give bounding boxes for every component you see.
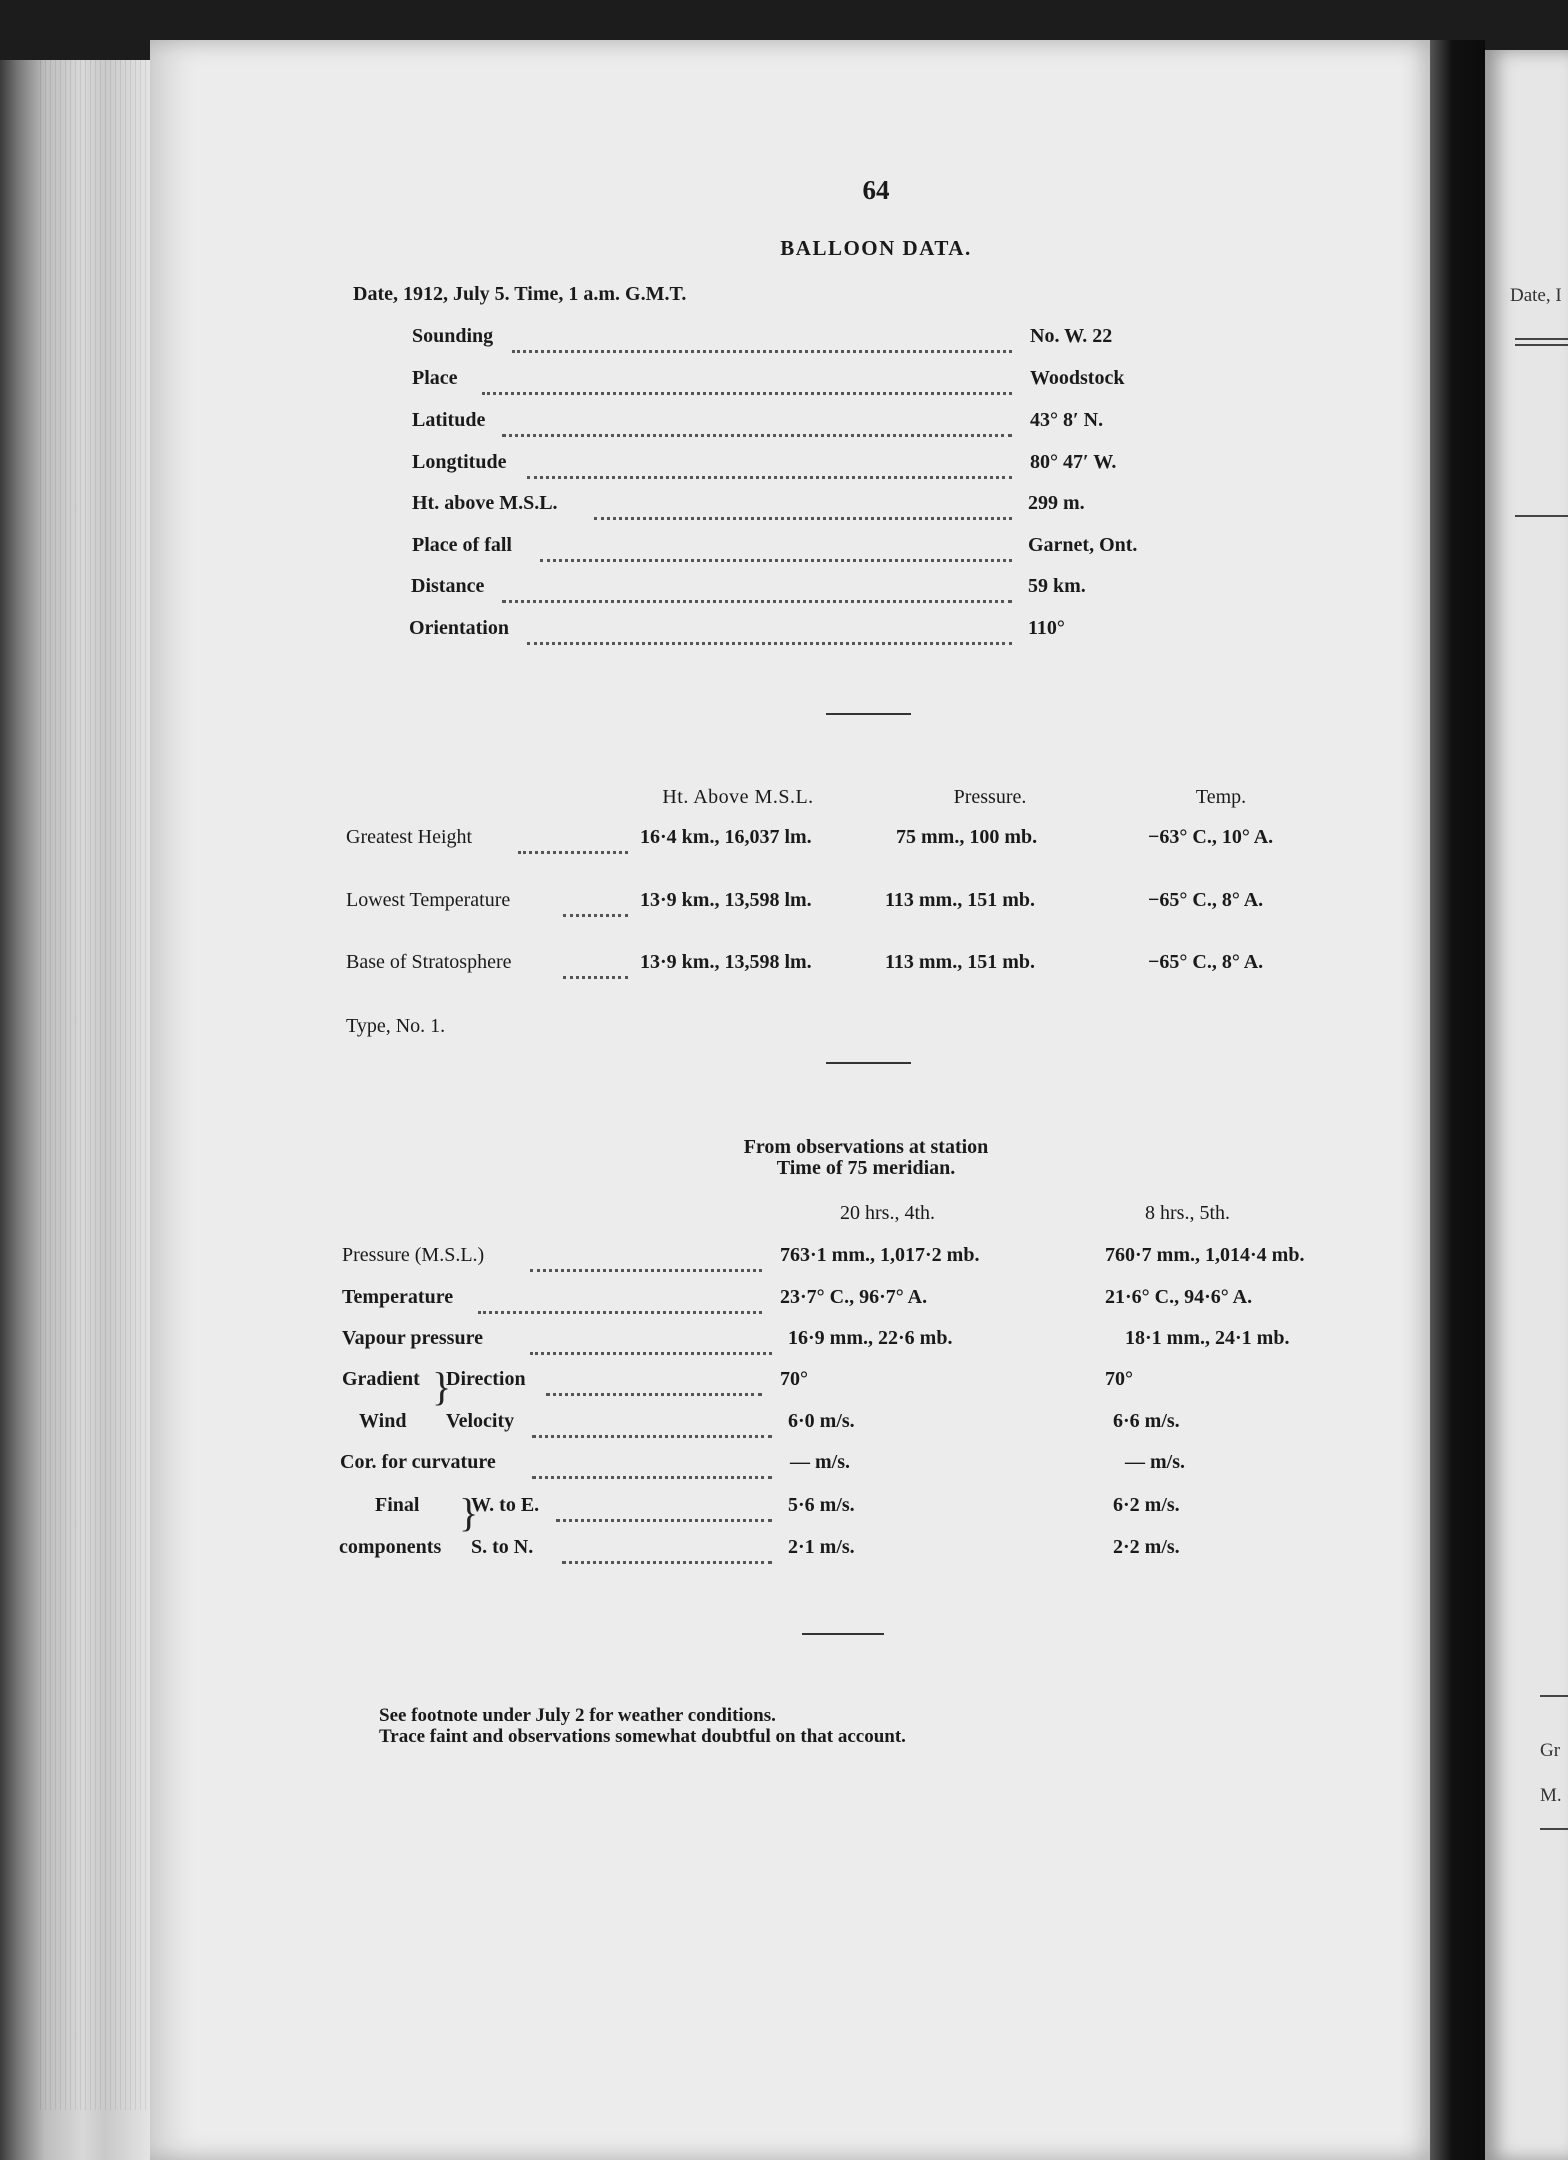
info-value-height: 299 m. (1028, 492, 1085, 514)
extremes-row-pressure: 113 mm., 151 mb. (885, 889, 1035, 911)
station-label-w-to-e: W. to E. (471, 1494, 540, 1516)
station-gradient-label: Gradient (342, 1368, 420, 1390)
extremes-row-temp: −65° C., 8° A. (1148, 889, 1264, 911)
station-pressure-v2: 760·7 mm., 1,014·4 mb. (1105, 1244, 1305, 1266)
leader-dots (540, 539, 1012, 562)
station-w-to-e-v2: 6·2 m/s. (1113, 1494, 1180, 1516)
station-curvature-v2: — m/s. (1125, 1451, 1185, 1473)
leader-dots (518, 831, 628, 854)
info-value-longtitude: 80° 47′ W. (1030, 451, 1117, 473)
info-label-place: Place (412, 367, 458, 389)
station-vapour-v1: 16·9 mm., 22·6 mb. (788, 1327, 953, 1349)
leader-dots (546, 1373, 762, 1396)
info-label-latitude: Latitude (412, 409, 486, 431)
book-gutter (1430, 40, 1485, 2160)
station-col2-header: 8 hrs., 5th. (1145, 1202, 1230, 1224)
leader-dots (532, 1415, 772, 1438)
leader-dots (530, 1249, 762, 1272)
page-number: 64 (862, 175, 890, 205)
leader-dots (562, 1541, 772, 1564)
extremes-row-label: Base of Stratosphere (346, 951, 512, 973)
leader-dots (563, 956, 628, 979)
station-temperature-v2: 21·6° C., 94·6° A. (1105, 1286, 1253, 1308)
extremes-row-label: Greatest Height (346, 826, 473, 848)
info-value-latitude: 43° 8′ N. (1030, 409, 1104, 431)
page-edge-lines (40, 60, 150, 2110)
station-components-label: components (339, 1536, 442, 1558)
facing-page-rule (1515, 338, 1568, 340)
station-label-velocity: Velocity (446, 1410, 515, 1432)
station-heading-line1: From observations at station (743, 1136, 989, 1158)
facing-page-rule (1515, 515, 1568, 517)
station-temperature-v1: 23·7° C., 96·7° A. (780, 1286, 928, 1308)
station-label-vapour: Vapour pressure (342, 1327, 483, 1349)
info-label-height: Ht. above M.S.L. (412, 492, 558, 514)
info-value-place: Woodstock (1030, 367, 1125, 389)
header-pressure: Pressure. (953, 786, 1027, 808)
leader-dots (502, 414, 1012, 437)
station-direction-v1: 70° (780, 1368, 808, 1390)
info-label-sounding: Sounding (412, 325, 494, 347)
station-w-to-e-v1: 5·6 m/s. (788, 1494, 855, 1516)
facing-page-m-fragment: M. (1540, 1785, 1562, 1806)
info-value-orientation: 110° (1028, 617, 1065, 639)
type-line: Type, No. 1. (346, 1015, 446, 1037)
section-divider (802, 1633, 884, 1635)
footnote-line: See footnote under July 2 for weather conditions. (379, 1705, 776, 1726)
leader-dots (502, 580, 1012, 603)
info-label-distance: Distance (411, 575, 485, 597)
extremes-row-pressure: 113 mm., 151 mb. (885, 951, 1035, 973)
info-label-longtitude: Longtitude (412, 451, 507, 473)
book-page (150, 40, 1430, 2160)
extremes-row-height: 13·9 km., 13,598 lm. (640, 951, 812, 973)
station-label-temperature: Temperature (342, 1286, 454, 1308)
facing-page-date-fragment: Date, I (1510, 285, 1562, 306)
leader-dots (482, 372, 1012, 395)
station-s-to-n-v2: 2·2 m/s. (1113, 1536, 1180, 1558)
facing-page (1485, 50, 1568, 2160)
station-curvature-v1: — m/s. (790, 1451, 850, 1473)
section-divider (826, 713, 911, 715)
facing-page-rule (1540, 1828, 1568, 1830)
station-velocity-v2: 6·6 m/s. (1113, 1410, 1180, 1432)
info-value-place-of-fall: Garnet, Ont. (1028, 534, 1138, 556)
facing-page-rule (1515, 344, 1568, 346)
station-heading-line2: Time of 75 meridian. (776, 1157, 956, 1179)
station-label-direction: Direction (446, 1368, 526, 1390)
leader-dots (512, 330, 1012, 353)
station-label-pressure: Pressure (M.S.L.) (342, 1244, 485, 1266)
extremes-row-height: 16·4 km., 16,037 lm. (640, 826, 812, 848)
section-divider (826, 1062, 911, 1064)
station-pressure-v1: 763·1 mm., 1,017·2 mb. (780, 1244, 980, 1266)
station-s-to-n-v1: 2·1 m/s. (788, 1536, 855, 1558)
page-title: BALLOON DATA. (780, 236, 972, 260)
leader-dots (527, 456, 1012, 479)
info-value-sounding: No. W. 22 (1030, 325, 1113, 347)
leader-dots (527, 622, 1012, 645)
leader-dots (530, 1332, 772, 1355)
date-line: Date, 1912, July 5. Time, 1 a.m. G.M.T. (353, 283, 687, 305)
extremes-row-temp: −63° C., 10° A. (1148, 826, 1274, 848)
facing-page-gr-fragment: Gr (1540, 1740, 1561, 1761)
footnote-line: Trace faint and observations somewhat doubtful on that account. (379, 1726, 906, 1747)
station-final-label: Final (375, 1494, 420, 1516)
extremes-row-pressure: 75 mm., 100 mb. (896, 826, 1038, 848)
station-col1-header: 20 hrs., 4th. (840, 1202, 935, 1224)
facing-page-rule (1540, 1695, 1568, 1697)
header-temp: Temp. (1195, 786, 1247, 808)
brace-gradient-wind: } (432, 1364, 452, 1409)
leader-dots (563, 894, 628, 917)
station-wind-label: Wind (359, 1410, 407, 1432)
leader-dots (478, 1291, 762, 1314)
leader-dots (594, 497, 1012, 520)
header-height: Ht. Above M.S.L. (662, 786, 814, 808)
station-direction-v2: 70° (1105, 1368, 1133, 1390)
station-velocity-v1: 6·0 m/s. (788, 1410, 855, 1432)
leader-dots (532, 1456, 772, 1479)
station-label-s-to-n: S. to N. (471, 1536, 534, 1558)
station-label-curvature: Cor. for curvature (340, 1451, 496, 1473)
info-value-distance: 59 km. (1028, 575, 1086, 597)
info-label-place-of-fall: Place of fall (412, 534, 512, 556)
extremes-row-temp: −65° C., 8° A. (1148, 951, 1264, 973)
extremes-row-height: 13·9 km., 13,598 lm. (640, 889, 812, 911)
info-label-orientation: Orientation (409, 617, 509, 639)
brace-final-components: } (459, 1490, 479, 1535)
leader-dots (556, 1499, 772, 1522)
station-vapour-v2: 18·1 mm., 24·1 mb. (1125, 1327, 1290, 1349)
extremes-row-label: Lowest Temperature (346, 889, 511, 911)
